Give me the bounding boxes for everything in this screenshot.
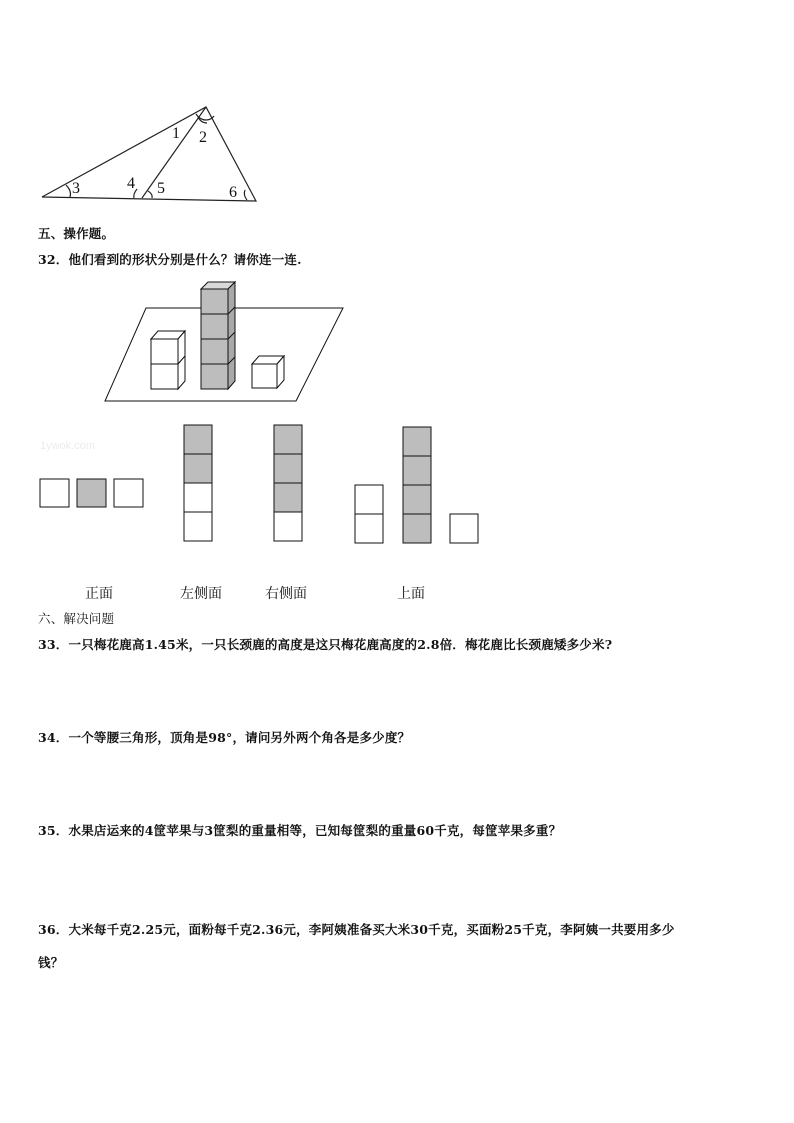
cube-stack-middle: [201, 282, 235, 389]
question-35: 35．水果店运来的4筐苹果与3筐梨的重量相等，已知每筐梨的重量60千克，每筐苹果多重？: [38, 823, 562, 838]
view-option-column-three-grey[interactable]: [274, 425, 302, 541]
view-option-column-two-grey[interactable]: [184, 425, 212, 541]
label-front-view[interactable]: 正面: [85, 586, 113, 602]
cube-stack-left: [151, 331, 185, 389]
view-option-row-of-three[interactable]: [40, 479, 143, 507]
view-options-figure: [38, 423, 483, 548]
label-left-view[interactable]: 左侧面: [180, 586, 222, 602]
label-top-view[interactable]: 上面: [397, 586, 425, 602]
section-5-title: 五、操作题。: [38, 226, 115, 241]
triangle-figure: [30, 100, 270, 210]
cube-single-right: [252, 356, 284, 388]
section-6-title: 六、解决问题: [38, 611, 115, 626]
question-34: 34．一个等腰三角形，顶角是98°，请问另外两个角各是多少度？: [38, 730, 411, 745]
angle-label-4: 4: [127, 175, 135, 192]
question-36-line-1: 36．大米每千克2.25元，面粉每千克2.36元，李阿姨准备买大米30千克，买面粉25千克，李阿姨一共要用多少: [38, 922, 675, 937]
angle-label-5: 5: [157, 180, 165, 197]
angle-label-2: 2: [199, 129, 207, 146]
question-36-line-2: 钱？: [38, 955, 64, 970]
angle-label-1: 1: [172, 125, 180, 142]
watermark: 1ywok.com: [40, 440, 96, 452]
question-33: 33．一只梅花鹿高1.45米，一只长颈鹿的高度是这只梅花鹿高度的2.8倍．梅花鹿比长颈鹿矮多少米?: [38, 637, 613, 652]
view-option-mixed-columns[interactable]: [355, 427, 478, 543]
cube-arrangement-figure: [100, 278, 350, 406]
angle-label-6: 6: [229, 184, 237, 201]
label-right-view[interactable]: 右侧面: [265, 586, 307, 602]
question-32: 32．他们看到的形状分别是什么？请你连一连.: [38, 252, 302, 267]
angle-label-3: 3: [72, 180, 80, 197]
